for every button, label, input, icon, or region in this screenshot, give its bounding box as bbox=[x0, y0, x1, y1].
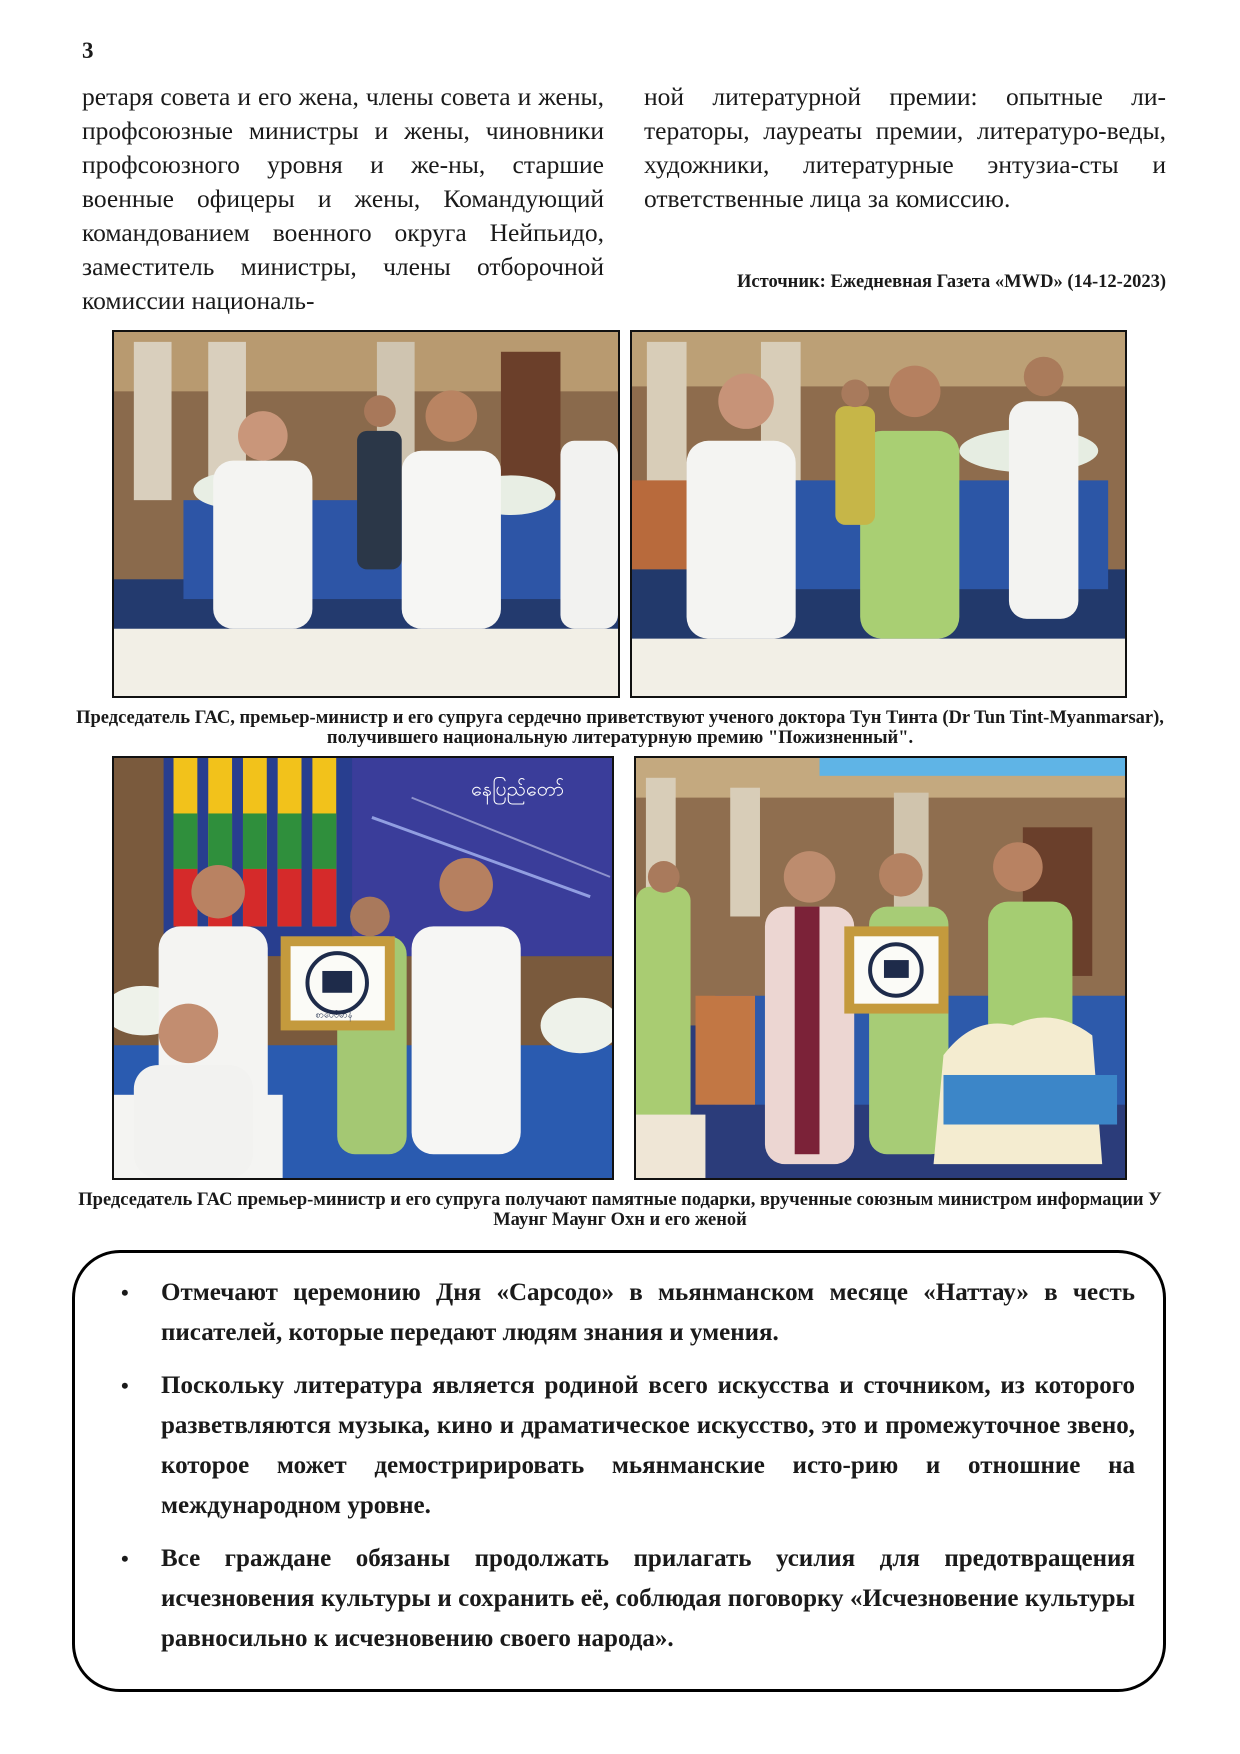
summary-list-item bbox=[121, 1273, 1135, 1353]
photo-gift-1-illustration bbox=[114, 758, 612, 1178]
summary-list bbox=[109, 1273, 1135, 1659]
summary-box bbox=[72, 1250, 1166, 1692]
bullet-icon: • bbox=[121, 1280, 129, 1305]
photo-logo-text: စာပေဗိမာန် bbox=[315, 1010, 353, 1021]
photo-handshake-1-illustration bbox=[114, 332, 618, 696]
summary-list-item bbox=[121, 1539, 1135, 1659]
summary-text: Поскольку литература является родиной всего искусства и сточником, из которого разветвляются музыка, кино и драматическое искусство, это и промежуточное звено, которое может демостририровать мьянманские исто-рию и отношние на международном уровне. bbox=[161, 1372, 1135, 1519]
photo-handshake-1 bbox=[112, 330, 620, 698]
photo-caption-1: Председатель ГАС, премьер-министр и его супруга сердечно приветствуют ученого доктора Тун Тинта (Dr Tun Tint-Myanmarsar), получившего национальную литературную премию "Пожизненный". bbox=[76, 708, 1164, 748]
photo-banner-text: နေပြည်တော် bbox=[471, 777, 565, 801]
summary-text: Все граждане обязаны продолжать прилагать усилия для предотвращения исчезновения культуры и сохранить её, соблюдая поговорку «Исчезновение культуры равносильно к исчезновению своего народа». bbox=[161, 1545, 1135, 1652]
bullet-icon: • bbox=[121, 1546, 129, 1571]
photo-caption-2: Председатель ГАС премьер-министр и его супруга получают памятные подарки, врученные союзным министром информации У Маунг Маунг Охн и его женой bbox=[78, 1190, 1162, 1230]
photo-handshake-2-illustration bbox=[632, 332, 1125, 696]
photo-gift-2-illustration bbox=[636, 758, 1125, 1178]
photo-gift-2 bbox=[634, 756, 1127, 1180]
photo-gift-1 bbox=[112, 756, 614, 1180]
article-column-right bbox=[644, 80, 1166, 216]
source-line: Источник: Ежедневная Газета «MWD» (14-12-2023) bbox=[737, 272, 1166, 292]
summary-list-item bbox=[121, 1366, 1135, 1526]
article-paragraph: ретаря совета и его жена, члены совета и жены, профсоюзные министры и жены, чиновники профсоюзного уровня и же-ны, старшие военные офицеры и жены, Командующий командованием военного округа Нейпьидо, заместитель министры, члены отборочной комиссии националь- bbox=[82, 82, 604, 315]
summary-text: Отмечают церемонию Дня «Сарсодо» в мьянманском месяце «Наттау» в честь писателей, которые передают людям знания и умения. bbox=[161, 1279, 1135, 1346]
article-column-left bbox=[82, 80, 604, 318]
photo-handshake-2 bbox=[630, 330, 1127, 698]
page-number: 3 bbox=[82, 38, 94, 63]
article-paragraph: ной литературной премии: опытные ли-тераторы, лауреаты премии, литературо-веды, художники, литературные энтузиа-сты и ответственные лица за комиссию. bbox=[644, 82, 1166, 213]
bullet-icon: • bbox=[121, 1373, 129, 1398]
